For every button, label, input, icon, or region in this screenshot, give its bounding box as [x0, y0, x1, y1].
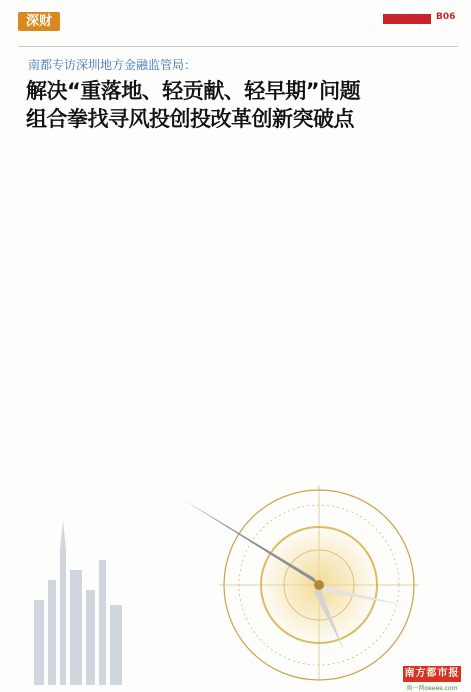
newspaper-logo-sub: 奥一网oeeee.com: [406, 685, 458, 692]
article-column-2: [92, 146, 204, 674]
article-column-4: [338, 146, 456, 666]
header-badge: [383, 14, 431, 24]
article-kicker: 南都专访深圳地方金融监管局：: [28, 58, 197, 72]
newspaper-logo: 南方都市报: [403, 666, 461, 682]
page-number: B06: [436, 12, 456, 22]
article-headline-line1: 解决“重落地、轻贡献、轻早期”问题: [26, 79, 361, 103]
article-lead-column: [28, 146, 84, 576]
header-rule: [18, 46, 458, 47]
section-tag: 深财: [18, 12, 60, 31]
article-headline-line2: 组合拳找寻风投创投改革创新突破点: [26, 107, 354, 131]
masthead: [18, 10, 458, 48]
article-column-3: [212, 146, 330, 566]
